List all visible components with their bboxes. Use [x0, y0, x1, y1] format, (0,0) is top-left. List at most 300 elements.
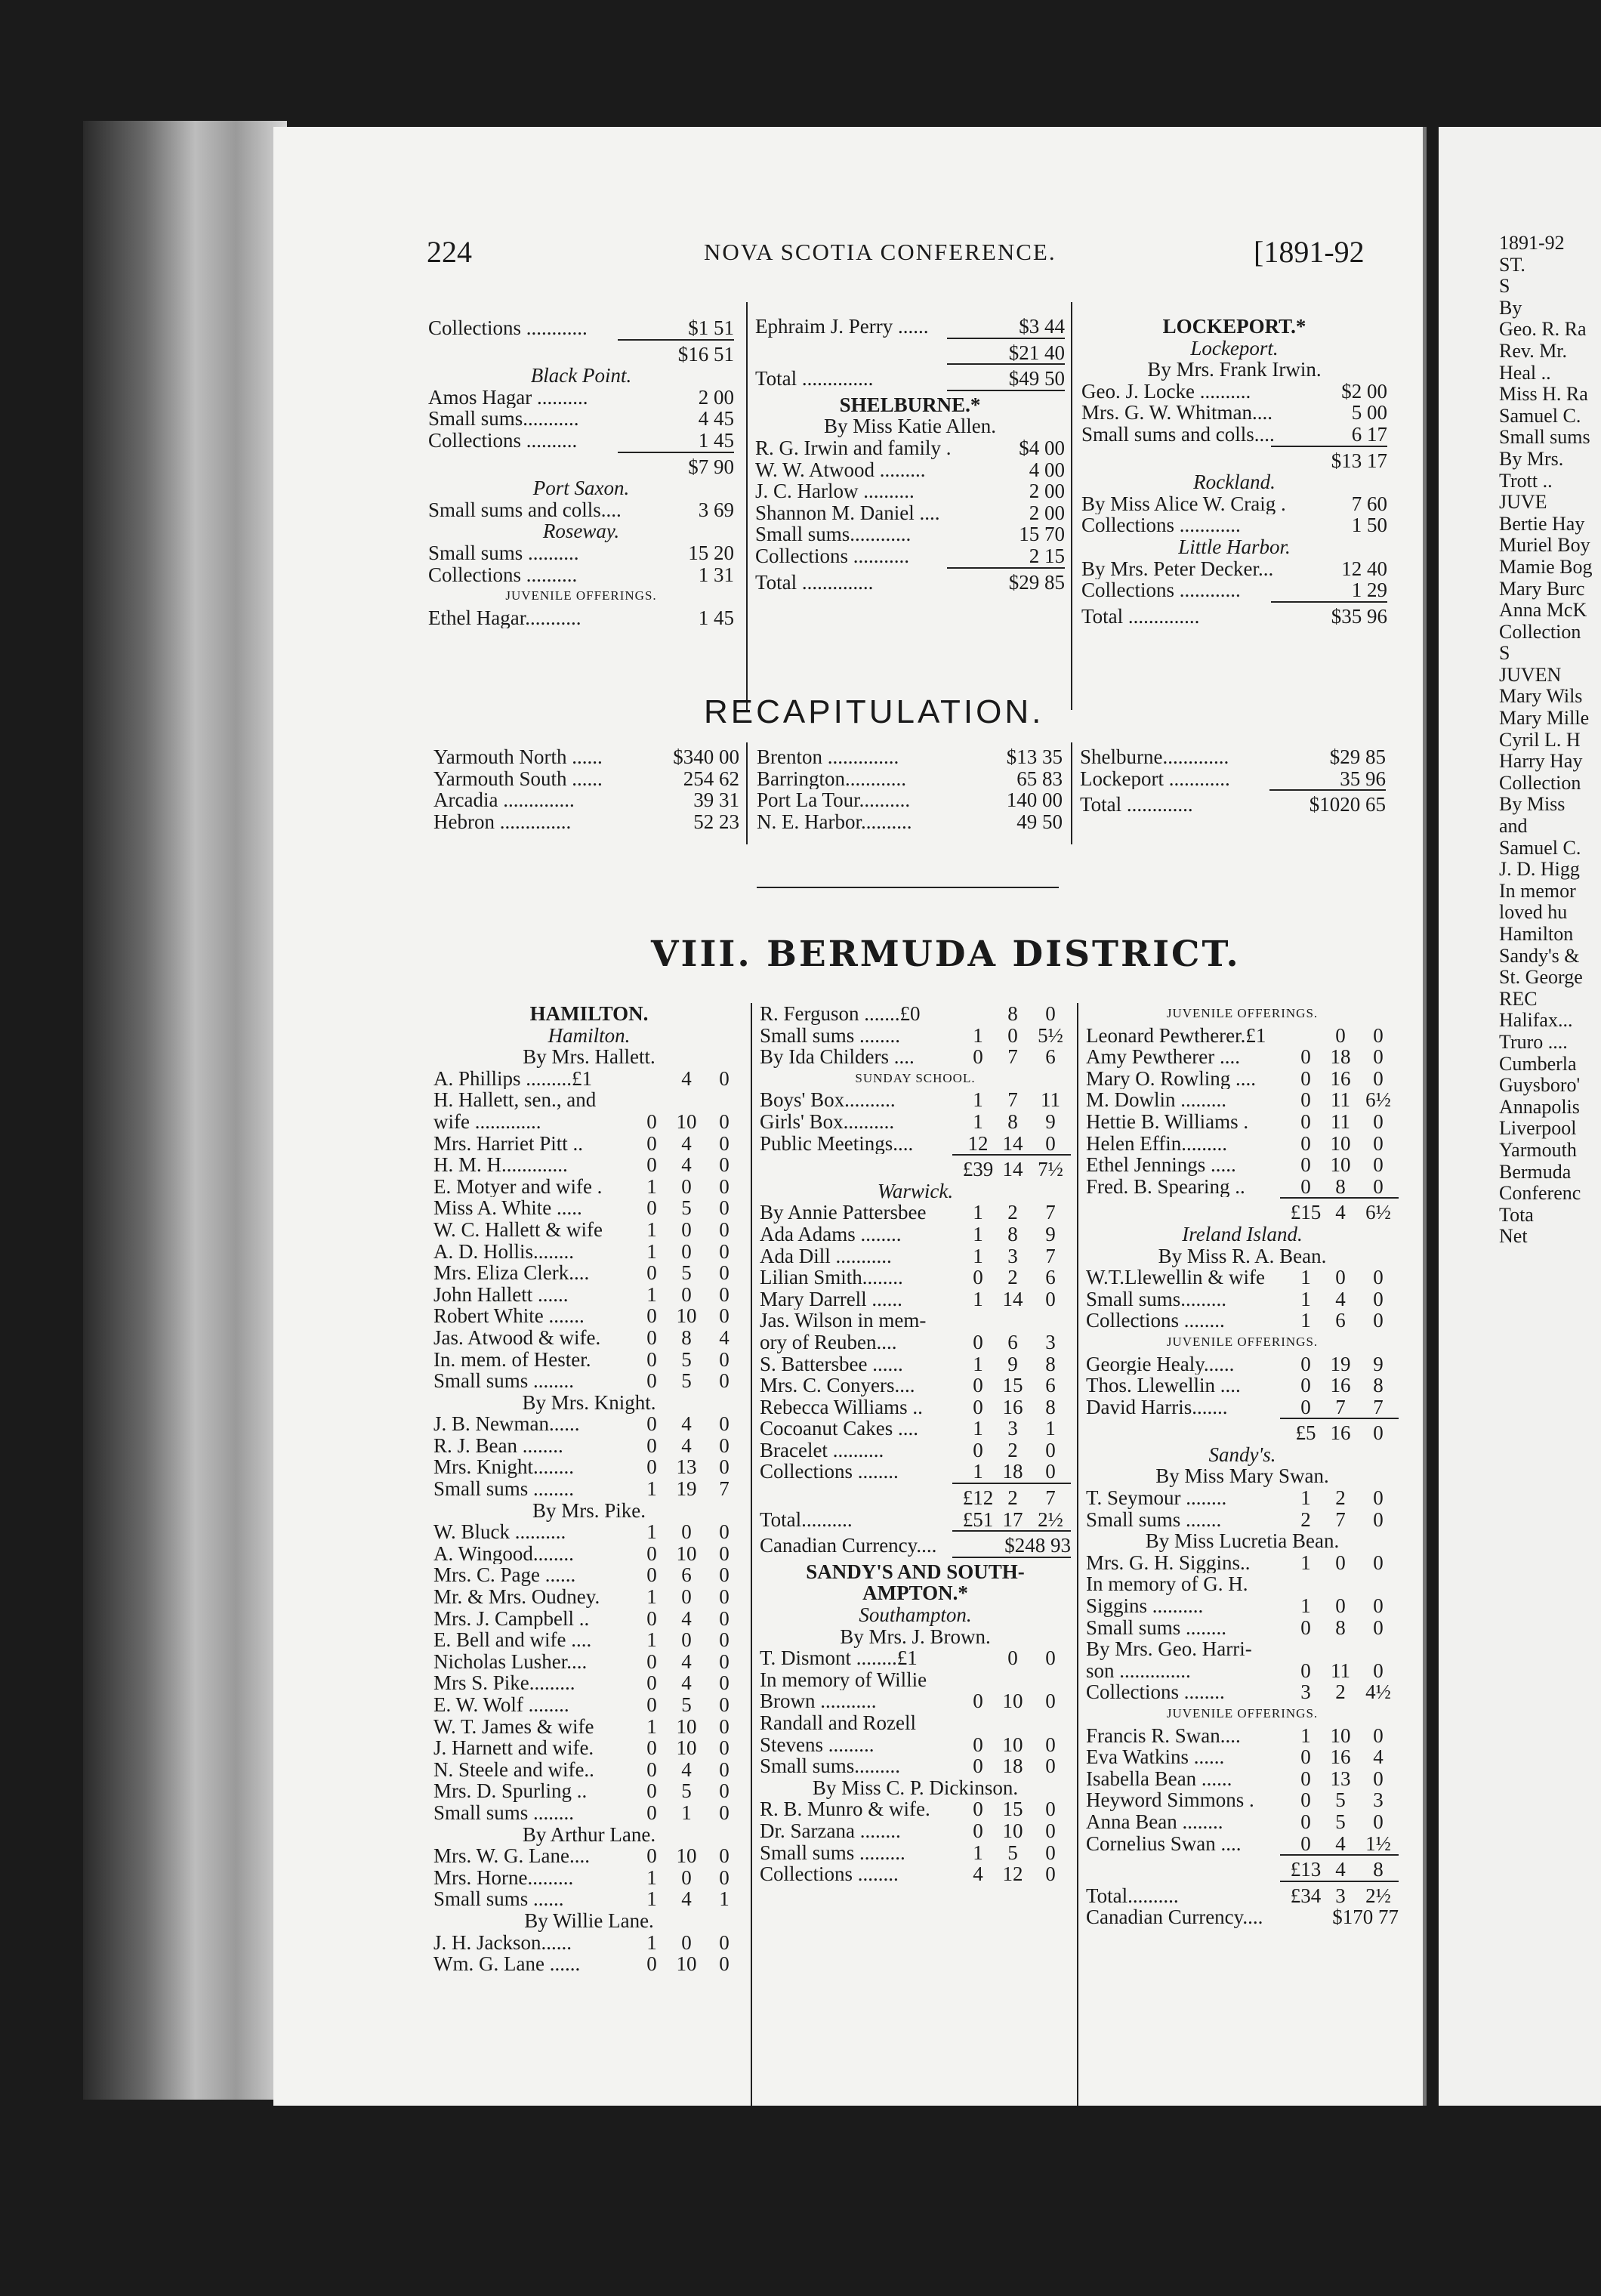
- adjacent-line: In memor: [1499, 879, 1576, 902]
- ledger-row: [760, 1310, 1071, 1332]
- ledger-row: [1086, 1025, 1399, 1047]
- entry-name: By Miss Alice W. Craig .: [1081, 492, 1286, 515]
- entry-name: Yarmouth North ......: [433, 746, 603, 768]
- entry-shillings: 5: [681, 1693, 692, 1716]
- entry-pence: 6½: [1365, 1201, 1391, 1224]
- entry-shillings: 10: [1330, 1131, 1351, 1155]
- entry-name: Siggins ..........: [1086, 1595, 1204, 1617]
- adjacent-line: Cumberla: [1499, 1052, 1577, 1075]
- entry-name: [428, 344, 678, 366]
- entry-pounds: 0: [1300, 1810, 1311, 1833]
- entry-name: Collections ............: [1081, 579, 1241, 601]
- ledger-row: [760, 1089, 1071, 1111]
- entry-pence: 0: [719, 1412, 730, 1436]
- entry-name: Small sums and colls....: [1081, 423, 1275, 446]
- ledger-row: [760, 1133, 1071, 1155]
- ledger-row: [1081, 579, 1387, 601]
- entry-name: T. Seymour ........: [1086, 1487, 1227, 1509]
- ledger-row: [1086, 1660, 1399, 1682]
- entry-pounds: 0: [973, 1266, 983, 1289]
- entry-name: R. G. Irwin and family .: [755, 437, 952, 459]
- entry-name: S. Battersbee ......: [760, 1353, 903, 1375]
- entry-name: W.T.Llewellin & wife: [1086, 1267, 1265, 1288]
- entry-pounds: 0: [973, 1819, 983, 1842]
- entry-shillings: 5: [1335, 1810, 1346, 1833]
- entry-pence: 0: [719, 1844, 730, 1868]
- entry-pence: 0: [1373, 1153, 1384, 1177]
- adjacent-line: Cyril L. H: [1499, 728, 1581, 751]
- entry-shillings: 4: [681, 1649, 692, 1673]
- ledger-row: [760, 1487, 1071, 1509]
- ledger-row: [433, 789, 739, 811]
- entry-pence: 0: [719, 1066, 730, 1090]
- entry-name: W. C. Hallett & wife: [433, 1218, 603, 1241]
- ledger-row: [1086, 1725, 1399, 1747]
- entry-name: Small sums ......: [433, 1888, 564, 1910]
- ledger-row: [433, 1068, 745, 1090]
- ledger-row: [433, 1759, 745, 1781]
- entry-pence: 0: [1373, 1023, 1384, 1047]
- entry-name: R. J. Bean ........: [433, 1434, 563, 1457]
- adjacent-line: J. D. Higg: [1499, 858, 1580, 881]
- entry-name: J. C. Harlow ..........: [755, 480, 915, 502]
- ledger-row: [433, 1521, 745, 1543]
- entry-amount: $340 00: [673, 745, 739, 768]
- ledger-row: [428, 387, 734, 409]
- entry-pounds: 0: [646, 1649, 657, 1673]
- entry-shillings: 19: [1330, 1352, 1351, 1375]
- entry-name: Brown ...........: [760, 1690, 877, 1712]
- entry-pence: 0: [719, 1131, 730, 1155]
- entry-pence: 0: [1045, 1287, 1056, 1310]
- entry-amount: 6 17: [1351, 422, 1387, 446]
- nova-col-1: [428, 317, 734, 628]
- entry-pence: 11: [1041, 1088, 1060, 1112]
- adjacent-line: Muriel Boy: [1499, 534, 1590, 557]
- adjacent-line: Bertie Hay: [1499, 512, 1585, 535]
- collector-line: By Miss C. P. Dickinson.: [812, 1776, 1019, 1799]
- entry-amount: 4 45: [698, 407, 734, 430]
- ledger-row: [433, 1694, 745, 1716]
- entry-pence: 0: [719, 1585, 730, 1609]
- entry-amount: 2 00: [1029, 480, 1065, 503]
- entry-shillings: 4: [1335, 1287, 1346, 1310]
- ledger-row: [1081, 514, 1387, 536]
- ledger-row: [755, 545, 1065, 567]
- entry-name: Hettie B. Williams .: [1086, 1110, 1249, 1133]
- ledger-row: [755, 523, 1065, 545]
- entry-name: Mrs. C. Conyers....: [760, 1375, 915, 1396]
- ledger-row: [755, 459, 1065, 481]
- adjacent-line: and: [1499, 815, 1528, 838]
- ledger-row: [1086, 1089, 1399, 1111]
- entry-name: [1081, 450, 1331, 472]
- entry-name: Total..........: [1086, 1884, 1179, 1907]
- entry-amount: 15 20: [688, 541, 734, 564]
- ledger-row: [1080, 794, 1386, 816]
- ledger-row: [433, 1888, 745, 1910]
- entry-name: Helen Effin.........: [1086, 1132, 1227, 1155]
- ledger-row: [433, 1629, 745, 1651]
- ledger-row: [433, 1867, 745, 1889]
- ledger-row: [433, 1478, 745, 1500]
- entry-shillings: 4: [1335, 1832, 1346, 1855]
- entry-pence: 0: [1373, 1810, 1384, 1833]
- adjacent-line: Geo. R. Ra: [1499, 318, 1587, 341]
- bermuda-col-3: [1086, 1003, 1399, 1928]
- entry-pounds: 1: [646, 1174, 657, 1198]
- entry-name: By Mrs. Geo. Harri-: [1086, 1638, 1252, 1660]
- entry-pounds: 0: [646, 1736, 657, 1760]
- entry-amount: $29 85: [1008, 570, 1065, 594]
- entry-name: By Annie Pattersbee: [760, 1202, 927, 1224]
- ledger-row: [760, 1025, 1071, 1047]
- adjacent-line: Net: [1499, 1225, 1528, 1248]
- entry-shillings: 2: [1335, 1486, 1346, 1510]
- ledger-row: [1086, 1046, 1399, 1068]
- ledger-row: [760, 1461, 1071, 1483]
- entry-name: Small sums ........: [433, 1801, 575, 1824]
- place-heading: Sandy's.: [1208, 1443, 1276, 1466]
- entry-shillings: 10: [676, 1109, 697, 1133]
- entry-name: Randall and Rozell: [760, 1712, 916, 1734]
- entry-pence: 0: [719, 1736, 730, 1760]
- entry-name: W. Bluck ..........: [433, 1521, 566, 1543]
- adjacent-line: Small sums: [1499, 426, 1590, 449]
- entry-pounds: 0: [646, 1952, 657, 1976]
- entry-name: Mr. & Mrs. Oudney.: [433, 1586, 600, 1608]
- adjacent-line: Anna McK: [1499, 599, 1587, 622]
- entry-shillings: 0: [1335, 1594, 1346, 1618]
- entry-pence: 6: [1045, 1266, 1056, 1289]
- entry-pence: 0: [1373, 1659, 1384, 1682]
- entry-pence: 0: [719, 1866, 730, 1889]
- ledger-row: [433, 1349, 745, 1371]
- entry-shillings: 4: [681, 1066, 692, 1090]
- entry-name: Stevens .........: [760, 1733, 875, 1756]
- entry-pounds: 1: [646, 1520, 657, 1544]
- entry-amount: $13 35: [1006, 745, 1063, 768]
- entry-shillings: 0: [1007, 1023, 1018, 1047]
- adjacent-line: Mary Mille: [1499, 707, 1590, 730]
- entry-name: N. Steele and wife..: [433, 1758, 594, 1781]
- entry-pounds: 0: [646, 1606, 657, 1630]
- adjacent-line: Guysboro': [1499, 1074, 1581, 1097]
- entry-name: Small sums .........: [760, 1841, 905, 1864]
- entry-pence: 0: [1373, 1287, 1384, 1310]
- entry-name: Francis R. Swan....: [1086, 1724, 1241, 1747]
- entry-pence: 2½: [1365, 1884, 1391, 1907]
- entry-shillings: 0: [1335, 1023, 1346, 1047]
- ledger-row: [757, 768, 1063, 790]
- ledger-row: [1080, 768, 1386, 790]
- entry-name: Small sums...........: [428, 408, 579, 430]
- entry-name: Jas. Wilson in mem-: [760, 1310, 927, 1332]
- entry-pence: [1358, 1638, 1399, 1660]
- entry-amount: 1 31: [698, 563, 734, 586]
- ledger-row: [433, 1413, 745, 1435]
- entry-shillings: 18: [1330, 1045, 1351, 1069]
- collector-line: By Mrs. Pike.: [532, 1498, 646, 1522]
- ledger-row: [1086, 1176, 1399, 1198]
- entry-name: Mrs. J. Campbell ..: [433, 1607, 590, 1630]
- entry-pence: 0: [719, 1347, 730, 1371]
- entry-name: Bracelet ..........: [760, 1439, 884, 1461]
- entry-pounds: £15: [1290, 1201, 1322, 1224]
- entry-shillings: 10: [1330, 1153, 1351, 1177]
- entry-shillings: 6: [1335, 1309, 1346, 1332]
- entry-shillings: 0: [681, 1239, 692, 1263]
- ledger-row: [1086, 1859, 1399, 1881]
- ledger-row: [757, 789, 1063, 811]
- ledger-row: [433, 768, 739, 790]
- ledger-row: [433, 1456, 745, 1478]
- entry-pounds: 0: [1300, 1788, 1311, 1812]
- small-caps-heading: JUVENILE OFFERINGS.: [1166, 1334, 1319, 1349]
- adjacent-line: Bermuda: [1499, 1160, 1572, 1183]
- circuit-heading: SANDY'S AND SOUTH-: [806, 1560, 1025, 1583]
- place-heading: Roseway.: [542, 520, 620, 543]
- entry-amount: $248 93: [1004, 1534, 1071, 1557]
- ledger-row: [760, 1288, 1071, 1310]
- entry-shillings: 15: [1002, 1374, 1023, 1397]
- entry-pounds: 1: [646, 1585, 657, 1609]
- entry-pence: 5½: [1038, 1023, 1063, 1047]
- entry-name: Small sums ........: [1086, 1616, 1227, 1639]
- adjacent-line: Conferenc: [1499, 1182, 1581, 1205]
- entry-pounds: 0: [1300, 1767, 1311, 1790]
- entry-name: Amy Pewtherer ....: [1086, 1046, 1240, 1068]
- adjacent-line: Hamilton: [1499, 923, 1574, 945]
- entry-shillings: 16: [1330, 1066, 1351, 1090]
- entry-name: Collections ........: [760, 1863, 899, 1885]
- adjacent-line: Yarmouth: [1499, 1138, 1577, 1161]
- entry-shillings: 14: [1002, 1158, 1023, 1181]
- entry-name: Small sums ........: [760, 1024, 901, 1047]
- ledger-row: [428, 564, 734, 586]
- entry-pounds: 1: [646, 1239, 657, 1263]
- entry-pounds: [961, 1003, 995, 1025]
- entry-name: E. Motyer and wife .: [433, 1175, 603, 1198]
- entry-pounds: 1: [646, 1282, 657, 1306]
- entry-name: Georgie Healy......: [1086, 1353, 1235, 1375]
- entry-pounds: £39: [962, 1158, 994, 1181]
- entry-pounds: 1: [973, 1201, 983, 1224]
- entry-shillings: 11: [1331, 1659, 1350, 1682]
- circuit-heading: SHELBURNE.*: [839, 393, 981, 416]
- entry-shillings: 2: [1007, 1486, 1018, 1510]
- entry-shillings: 14: [1002, 1287, 1023, 1310]
- entry-pence: [1030, 1669, 1071, 1691]
- entry-pence: 0: [719, 1671, 730, 1695]
- ledger-row: [760, 1003, 1071, 1025]
- adjacent-line: Samuel C.: [1499, 836, 1581, 859]
- entry-pounds: 0: [646, 1153, 657, 1177]
- small-caps-heading: SUNDAY SCHOOL.: [855, 1070, 976, 1085]
- entry-pence: 0: [1373, 1045, 1384, 1069]
- entry-shillings: 7: [1335, 1508, 1346, 1531]
- entry-shillings: 0: [1335, 1266, 1346, 1289]
- ledger-row: [1086, 1133, 1399, 1155]
- entry-pounds: 1: [973, 1417, 983, 1440]
- entry-name: Anna Bean ........: [1086, 1810, 1223, 1833]
- collector-line: By Mrs. Frank Irwin.: [1147, 358, 1322, 381]
- ledger-row: [433, 1608, 745, 1630]
- ledger-row: [1086, 1746, 1399, 1768]
- ledger-row: [433, 1176, 745, 1198]
- entry-pence: 0: [1045, 1754, 1056, 1778]
- collector-line: By Mrs. J. Brown.: [840, 1625, 991, 1648]
- ledger-row: [1086, 1833, 1399, 1855]
- ledger-row: [1086, 1068, 1399, 1090]
- entry-pence: 8: [1373, 1858, 1384, 1881]
- entry-pence: 0: [1373, 1767, 1384, 1790]
- entry-name: Mrs. Harriet Pitt ..: [433, 1132, 583, 1155]
- adjacent-line: Collection: [1499, 771, 1581, 794]
- entry-pence: 0: [719, 1563, 730, 1587]
- ledger-row: [433, 1651, 745, 1673]
- entry-name: Heyword Simmons .: [1086, 1789, 1254, 1811]
- entry-amount: 5 00: [1351, 401, 1387, 424]
- ledger-row: [760, 1712, 1071, 1734]
- entry-pence: 0: [1045, 1733, 1056, 1756]
- entry-amount: 65 83: [1016, 767, 1063, 790]
- entry-amount: 52 23: [693, 810, 739, 833]
- entry-shillings: 5: [681, 1347, 692, 1371]
- entry-pence: 7: [1045, 1201, 1056, 1224]
- collector-line: By Mrs. Knight.: [522, 1390, 656, 1414]
- entry-name: Collections ............: [1081, 514, 1241, 536]
- ledger-row: [760, 1418, 1071, 1440]
- section-divider: [757, 887, 1059, 888]
- ledger-row: [433, 1586, 745, 1608]
- entry-name: W. W. Atwood .........: [755, 458, 926, 481]
- entry-pence: 0: [719, 1606, 730, 1630]
- entry-name: Mrs. W. G. Lane....: [433, 1845, 590, 1867]
- entry-name: J. B. Newman......: [433, 1413, 580, 1435]
- small-caps-heading: JUVENILE OFFERINGS.: [505, 588, 657, 603]
- entry-amount: 4 00: [1029, 458, 1065, 481]
- ledger-row: [428, 430, 734, 452]
- ledger-row: [1086, 1789, 1399, 1811]
- ledger-row: [428, 542, 734, 564]
- collector-line: By Miss R. A. Bean.: [1158, 1244, 1327, 1267]
- entry-shillings: 10: [1002, 1819, 1023, 1842]
- entry-pence: 1: [1045, 1417, 1056, 1440]
- entry-name: Total ..............: [1081, 605, 1200, 628]
- entry-name: E. W. Wolf ........: [433, 1694, 569, 1716]
- entry-pounds: [961, 1310, 995, 1332]
- ledger-row: [428, 408, 734, 430]
- adjacent-line: Mary Burc: [1499, 577, 1585, 600]
- entry-pence: [1030, 1712, 1071, 1734]
- ledger-row: [760, 1798, 1071, 1820]
- entry-pence: 0: [1373, 1109, 1384, 1133]
- ledger-row: [1086, 1422, 1399, 1444]
- entry-shillings: 8: [1335, 1616, 1346, 1639]
- ledger-row: [760, 1755, 1071, 1777]
- entry-shillings: 7: [1007, 1088, 1018, 1112]
- entry-pence: 2½: [1038, 1508, 1063, 1531]
- ledger-row: [433, 1932, 745, 1954]
- entry-pence: 0: [1045, 1841, 1056, 1864]
- adjacent-page-225: [1439, 127, 1601, 2106]
- ledger-row: [1086, 1375, 1399, 1396]
- entry-pence: 3: [1045, 1330, 1056, 1353]
- entry-pence: 0: [1373, 1486, 1384, 1510]
- entry-pounds: 1: [973, 1287, 983, 1310]
- entry-name: Total ..............: [755, 368, 874, 390]
- ledger-row: [1081, 424, 1387, 446]
- entry-pounds: 0: [646, 1261, 657, 1285]
- entry-name: Collections ............: [428, 317, 588, 339]
- entry-pounds: 1: [973, 1352, 983, 1375]
- entry-shillings: 5: [681, 1779, 692, 1803]
- entry-shillings: [995, 1712, 1030, 1734]
- entry-name: Robert White .......: [433, 1305, 585, 1327]
- entry-name: A. D. Hollis........: [433, 1240, 575, 1263]
- ledger-row: [1081, 402, 1387, 424]
- ledger-row: [1086, 1509, 1399, 1531]
- entry-shillings: 11: [1331, 1109, 1350, 1133]
- entry-shillings: 4: [681, 1606, 692, 1630]
- entry-pence: 0: [1373, 1508, 1384, 1531]
- entry-name: [760, 1159, 961, 1180]
- entry-pence: 0: [719, 1952, 730, 1976]
- entry-pence: 0: [1373, 1066, 1384, 1090]
- entry-name: Rebecca Williams ..: [760, 1396, 923, 1418]
- entry-name: T. Dismont ........£1: [760, 1647, 918, 1669]
- entry-name: In memory of G. H.: [1086, 1573, 1248, 1596]
- ledger-row: [1086, 1154, 1399, 1176]
- entry-pounds: £12: [962, 1486, 994, 1510]
- entry-pounds: 1: [1300, 1724, 1311, 1747]
- ledger-row: [433, 1284, 745, 1306]
- entry-pence: 0: [719, 1541, 730, 1565]
- adjacent-line: S: [1499, 275, 1510, 298]
- adjacent-line: Rev. Mr.: [1499, 339, 1568, 362]
- ledger-row: [433, 1780, 745, 1802]
- entry-name: Collections ..........: [428, 429, 578, 452]
- ledger-row: [755, 316, 1065, 338]
- entry-shillings: 12: [1002, 1862, 1023, 1886]
- entry-amount: $13 17: [1331, 449, 1387, 472]
- entry-pence: 0: [719, 1628, 730, 1652]
- entry-pounds: [961, 1647, 995, 1669]
- entry-pounds: 0: [1300, 1352, 1311, 1375]
- ledger-row: [1086, 1768, 1399, 1790]
- page-number: 224: [427, 235, 472, 269]
- page-224: [273, 127, 1427, 2106]
- entry-amount: 1 29: [1351, 579, 1387, 602]
- entry-name: Eva Watkins ......: [1086, 1746, 1225, 1768]
- entry-pounds: 3: [1300, 1680, 1311, 1704]
- entry-pounds: £34: [1290, 1884, 1322, 1907]
- entry-pence: 0: [719, 1693, 730, 1716]
- entry-name: Canadian Currency....: [760, 1535, 937, 1557]
- entry-pence: 9: [1045, 1222, 1056, 1245]
- entry-pounds: 0: [1300, 1088, 1311, 1112]
- collector-line: By Arthur Lane.: [522, 1822, 656, 1846]
- entry-pence: 0: [1045, 1646, 1056, 1670]
- entry-shillings: 6: [1007, 1330, 1018, 1353]
- ledger-row: [760, 1353, 1071, 1375]
- entry-pence: [704, 1089, 745, 1111]
- entry-name: Girls' Box..........: [760, 1110, 895, 1133]
- column-rule: [746, 742, 748, 844]
- entry-pounds: 0: [1300, 1616, 1311, 1639]
- entry-pounds: [961, 1669, 995, 1691]
